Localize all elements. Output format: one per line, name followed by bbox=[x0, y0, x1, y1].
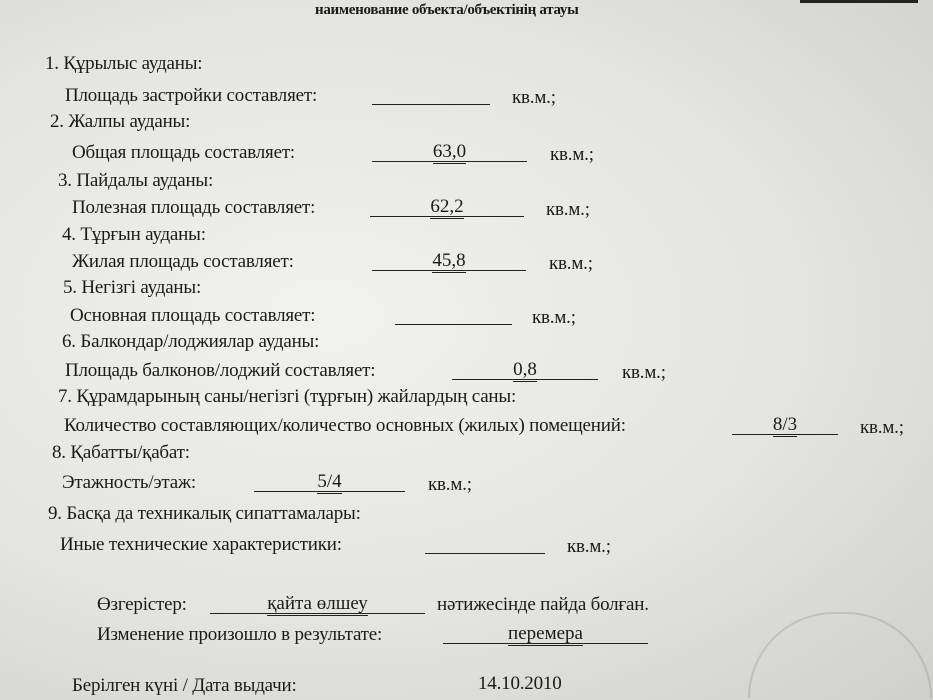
item-6-ru: Площадь балконов/лоджий составляет: bbox=[65, 360, 376, 381]
item-6-unit: кв.м.; bbox=[622, 362, 666, 383]
issue-date-label: Берілген күні / Дата выдачи: bbox=[72, 675, 297, 696]
item-2-field: 63,0 bbox=[372, 141, 527, 162]
item-6-kz: 6. Балкондар/лоджиялар ауданы: bbox=[62, 331, 320, 352]
item-1-field bbox=[372, 84, 490, 105]
top-rule bbox=[800, 0, 918, 3]
change-ru-label: Изменение произошло в результате: bbox=[97, 624, 383, 645]
issue-date-value: 14.10.2010 bbox=[478, 673, 562, 694]
object-name-caption: наименование объекта/объектінің атауы bbox=[315, 2, 579, 18]
item-5-kz: 5. Негізгі ауданы: bbox=[63, 277, 202, 298]
item-3-unit: кв.м.; bbox=[546, 199, 590, 220]
item-1-kz: 1. Құрылыс ауданы: bbox=[45, 53, 203, 74]
change-kz-field: қайта өлшеу bbox=[210, 593, 425, 614]
stamp-seal bbox=[748, 612, 932, 698]
item-4-field: 45,8 bbox=[372, 250, 526, 271]
item-7-ru: Количество составляющих/количество основных (жилых) помещений: bbox=[64, 415, 626, 436]
item-5-field bbox=[395, 304, 512, 325]
item-3-ru: Полезная площадь составляет: bbox=[72, 197, 316, 218]
item-5-unit: кв.м.; bbox=[532, 307, 576, 328]
item-3-field: 62,2 bbox=[370, 196, 524, 217]
item-9-unit: кв.м.; bbox=[567, 536, 611, 557]
item-8-kz: 8. Қабатты/қабат: bbox=[52, 442, 190, 463]
item-4-kz: 4. Тұрғын ауданы: bbox=[62, 224, 206, 245]
change-kz-label: Өзгерістер: bbox=[97, 594, 187, 615]
change-ru-field: перемера bbox=[443, 623, 648, 644]
item-8-unit: кв.м.; bbox=[428, 474, 472, 495]
item-7-unit: кв.м.; bbox=[860, 417, 904, 438]
item-9-kz: 9. Басқа да техникалық сипаттамалары: bbox=[48, 503, 361, 524]
item-8-ru: Этажность/этаж: bbox=[62, 472, 196, 493]
item-3-kz: 3. Пайдалы ауданы: bbox=[58, 170, 214, 191]
item-6-field: 0,8 bbox=[452, 359, 598, 380]
item-2-unit: кв.м.; bbox=[550, 144, 594, 165]
item-7-field: 8/3 bbox=[732, 414, 838, 435]
item-2-ru: Общая площадь составляет: bbox=[72, 142, 296, 163]
item-8-field: 5/4 bbox=[254, 471, 405, 492]
item-1-ru: Площадь застройки составляет: bbox=[65, 85, 318, 106]
item-4-unit: кв.м.; bbox=[549, 253, 593, 274]
item-7-kz: 7. Құрамдарының саны/негізгі (тұрғын) жайлардың саны: bbox=[58, 386, 517, 407]
item-2-kz: 2. Жалпы ауданы: bbox=[50, 111, 191, 132]
change-kz-suffix: нәтижесінде пайда болған. bbox=[437, 594, 649, 615]
item-5-ru: Основная площадь составляет: bbox=[70, 305, 316, 326]
item-9-field bbox=[425, 533, 545, 554]
item-4-ru: Жилая площадь составляет: bbox=[72, 251, 294, 272]
item-9-ru: Иные технические характеристики: bbox=[60, 534, 342, 555]
item-1-unit: кв.м.; bbox=[512, 87, 556, 108]
